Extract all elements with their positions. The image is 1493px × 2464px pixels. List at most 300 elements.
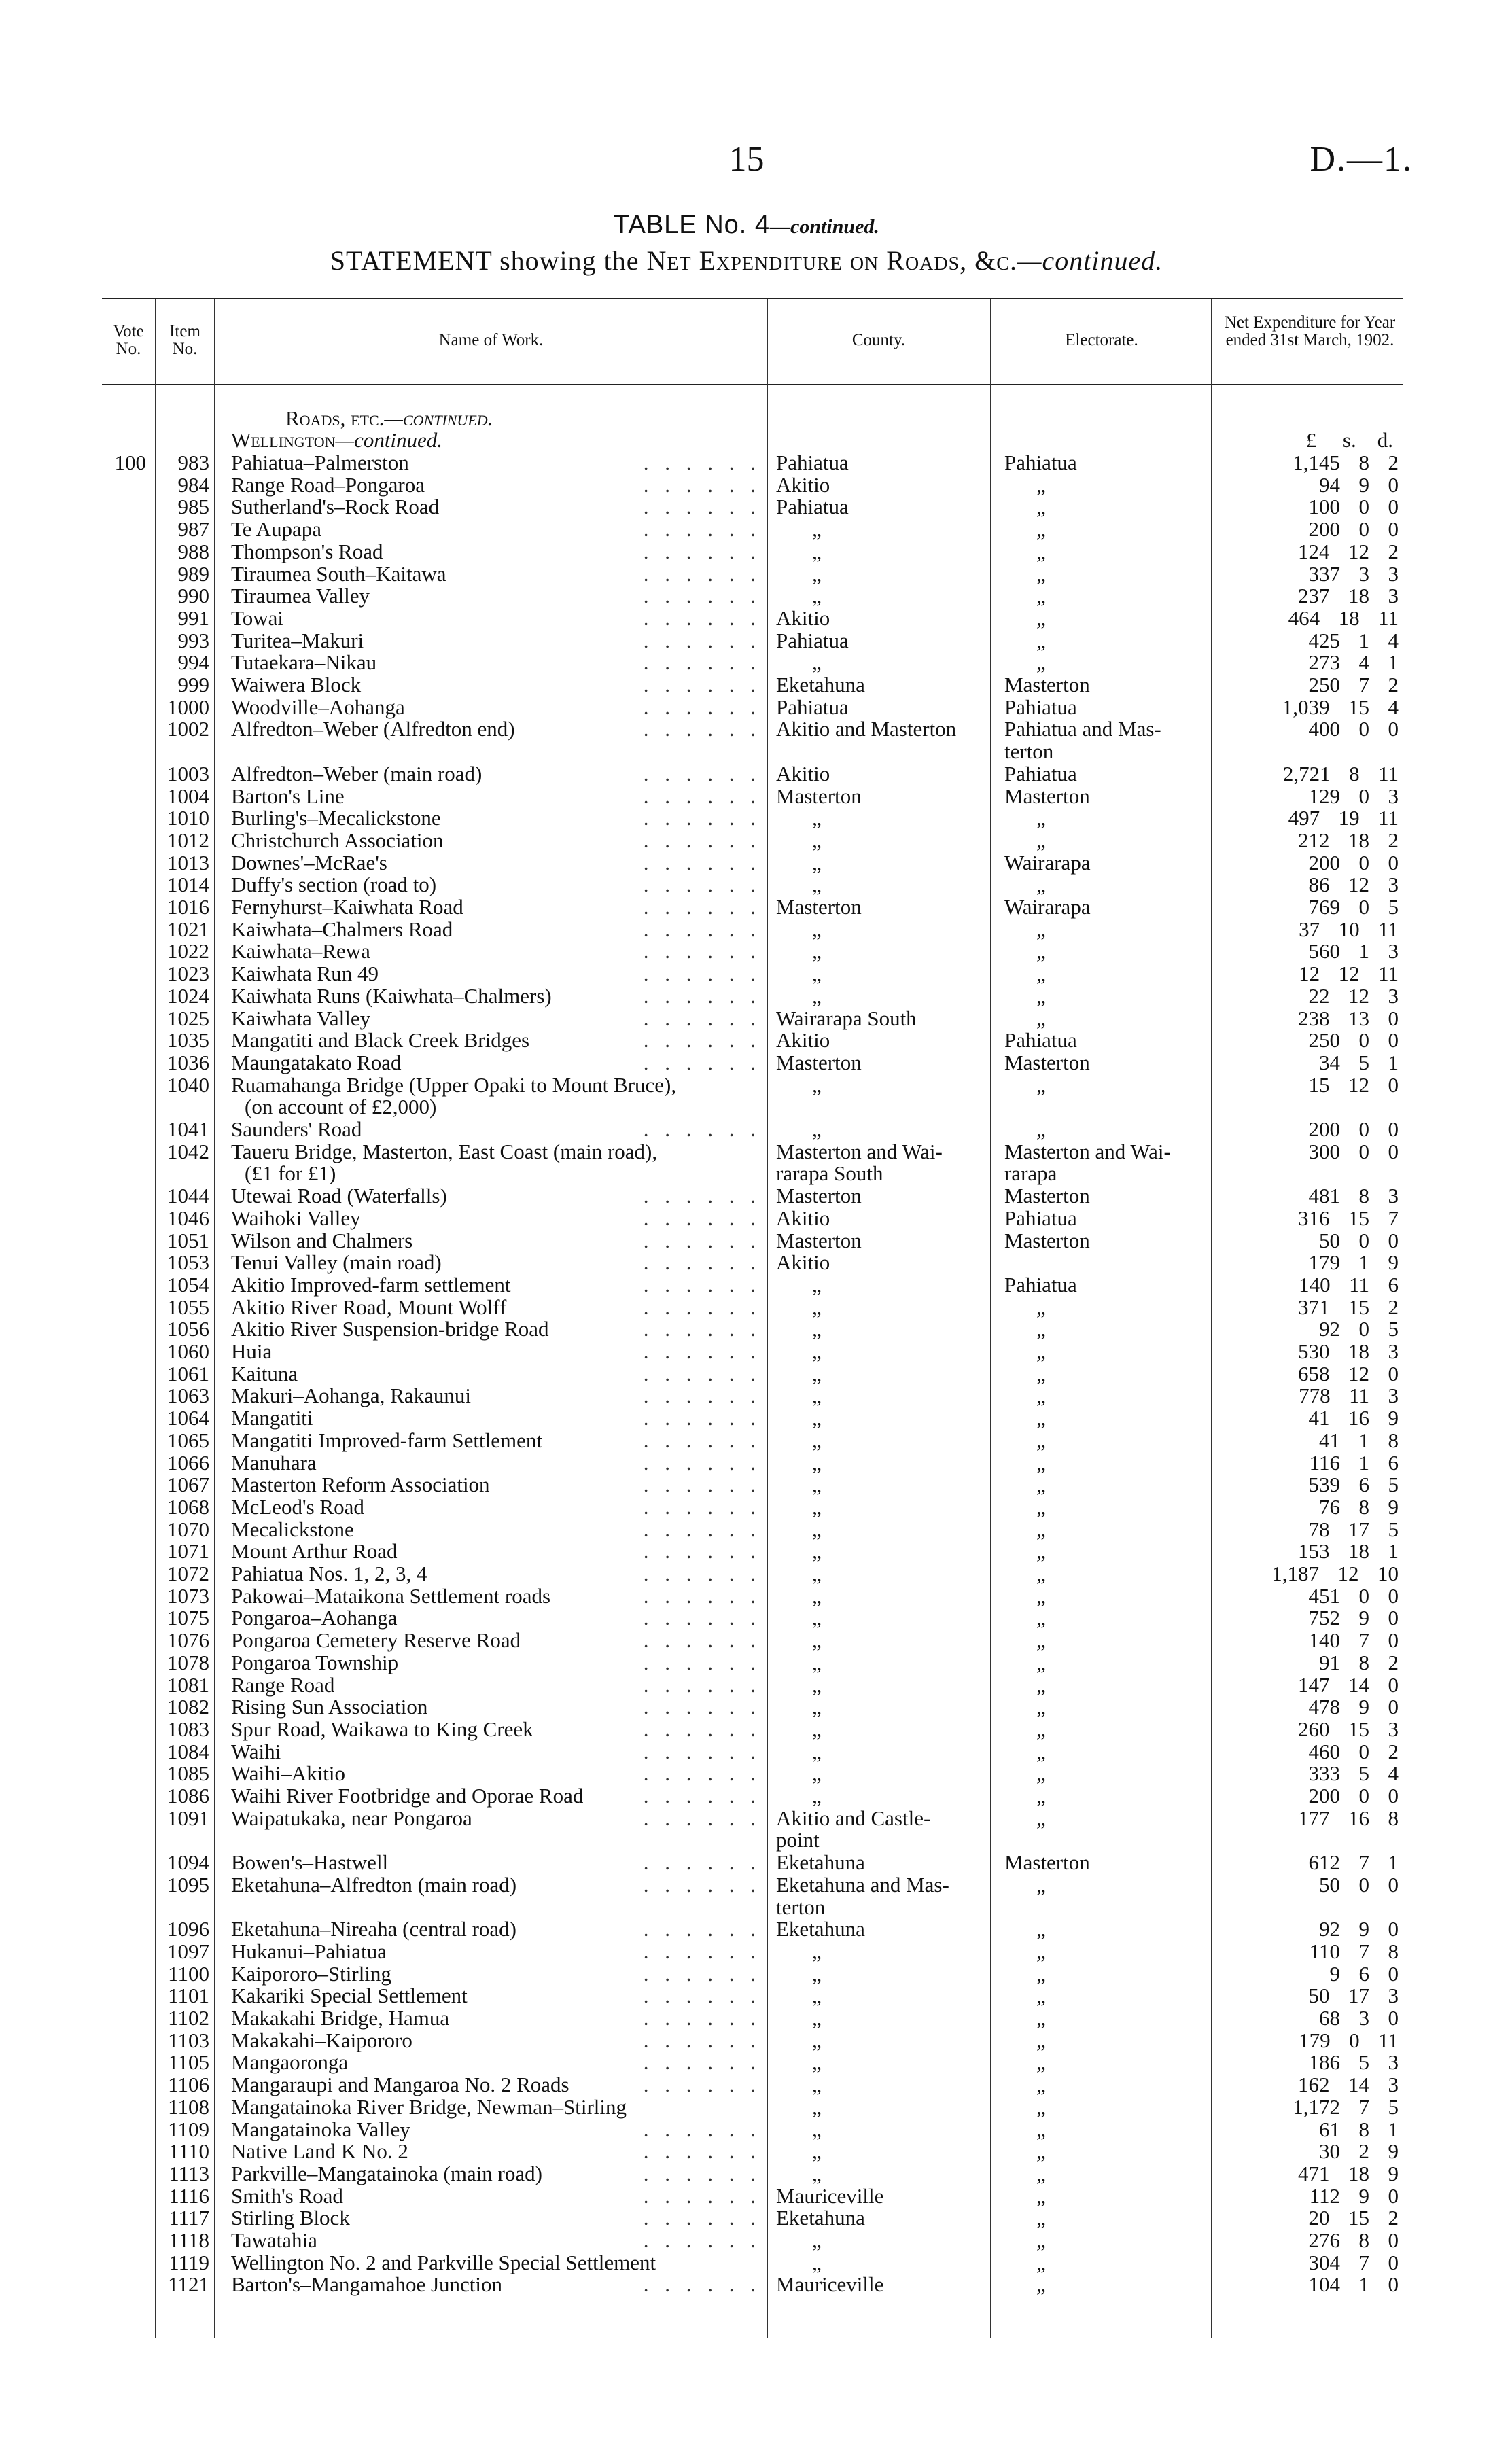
net-expenditure: 464 18 11 xyxy=(1288,605,1399,630)
work-name: Alfredton–Weber (main road) xyxy=(231,761,482,786)
net-expenditure: 179 0 11 xyxy=(1299,2028,1399,2052)
work-name: Tiraumea South–Kaitawa xyxy=(231,561,446,586)
work-name: Mount Arthur Road xyxy=(231,1539,398,1564)
net-expenditure: 30 2 9 xyxy=(1319,2139,1399,2164)
net-expenditure: 61 8 1 xyxy=(1319,2117,1399,2141)
county-name: Eketahuna xyxy=(776,1850,865,1875)
net-expenditure: 451 0 0 xyxy=(1308,1583,1399,1608)
work-name: Makakahi Bridge, Hamua xyxy=(231,2006,450,2030)
net-expenditure: 86 12 3 xyxy=(1308,873,1399,897)
electorate-name: „ xyxy=(1036,1739,1046,1763)
electorate-name: „ xyxy=(1036,584,1046,608)
work-name: Mangatiti Improved-farm Settlement xyxy=(231,1428,542,1452)
work-name: Akitio Improved-farm settlement xyxy=(231,1272,511,1297)
item-number: 1025 xyxy=(167,1006,209,1030)
county-name: „ xyxy=(812,1583,822,1608)
net-expenditure: 100 0 0 xyxy=(1308,495,1399,519)
county-name: „ xyxy=(812,939,822,964)
item-number: 991 xyxy=(177,605,209,630)
electorate-name: „ xyxy=(1036,1117,1046,1141)
work-name: Waihi River Footbridge and Oporae Road xyxy=(231,1784,584,1808)
net-expenditure: 186 5 3 xyxy=(1308,2050,1399,2075)
item-number: 1102 xyxy=(168,2006,209,2030)
item-number: 1078 xyxy=(167,1650,209,1674)
leader-dots: . . . . . . xyxy=(643,807,761,830)
leader-dots: . . . . . . xyxy=(643,1585,761,1607)
net-expenditure: 116 1 6 xyxy=(1309,1450,1399,1475)
leader-dots: . . . . . . xyxy=(643,674,761,696)
net-expenditure: 1,172 7 5 xyxy=(1293,2094,1399,2119)
item-number: 1065 xyxy=(167,1428,209,1452)
item-number: 999 xyxy=(177,673,209,697)
electorate-name: Masterton and Wai- xyxy=(1004,1139,1171,1163)
leader-dots: . . . . . . xyxy=(643,1029,761,1052)
work-name: Kaiwhata–Chalmers Road xyxy=(231,917,453,941)
electorate-name: „ xyxy=(1036,828,1046,852)
net-expenditure: 752 9 0 xyxy=(1308,1606,1399,1630)
county-name: Pahiatua xyxy=(776,694,849,719)
county-name: „ xyxy=(812,1450,822,1475)
item-number: 1003 xyxy=(167,761,209,786)
leader-dots: . . . . . . xyxy=(643,1385,761,1407)
leader-dots: . . . . . . xyxy=(643,2052,761,2074)
net-expenditure: 200 0 0 xyxy=(1308,1784,1399,1808)
work-name: Maungatakato Road xyxy=(231,1050,402,1074)
electorate-name: „ xyxy=(1036,1339,1046,1363)
item-number: 1119 xyxy=(169,2250,209,2274)
net-expenditure: 2,721 8 11 xyxy=(1282,761,1399,786)
work-name: Manuhara xyxy=(231,1450,317,1475)
item-number: 1013 xyxy=(167,850,209,875)
statement-prefix: STATEMENT showing the xyxy=(330,245,639,276)
electorate-name: Pahiatua xyxy=(1004,1028,1077,1053)
leader-dots: . . . . . . xyxy=(643,540,761,563)
leader-dots: . . . . . . xyxy=(643,585,761,608)
item-number: 983 xyxy=(177,451,209,474)
item-number: 1066 xyxy=(167,1450,209,1475)
county-name: Mauriceville xyxy=(776,2272,884,2297)
net-expenditure: 497 19 11 xyxy=(1288,806,1399,830)
item-number: 1108 xyxy=(168,2094,209,2119)
county-name: „ xyxy=(812,2161,822,2185)
leader-dots: . . . . . . xyxy=(643,1318,761,1341)
net-expenditure: 1,187 12 10 xyxy=(1271,1562,1399,1585)
item-number: 1067 xyxy=(167,1473,209,1497)
electorate-name: Wairarapa xyxy=(1004,895,1091,919)
net-expenditure: 92 9 0 xyxy=(1319,1917,1399,1941)
electorate-name: „ xyxy=(1036,1384,1046,1408)
work-name: Native Land K No. 2 xyxy=(231,2139,408,2164)
work-name: Pongaroa–Aohanga xyxy=(231,1606,398,1630)
item-number: 1042 xyxy=(167,1139,209,1163)
net-expenditure: 94 9 0 xyxy=(1319,472,1399,497)
item-number: 1016 xyxy=(167,895,209,919)
leader-dots: . . . . . . xyxy=(643,2207,761,2230)
work-name: Akitio River Suspension-bridge Road xyxy=(231,1317,549,1341)
net-expenditure: 78 17 5 xyxy=(1308,1517,1399,1541)
county-name: Mauriceville xyxy=(776,2183,884,2208)
net-expenditure: 260 15 3 xyxy=(1298,1717,1399,1741)
item-number: 1106 xyxy=(168,2073,209,2097)
electorate-name: „ xyxy=(1036,1672,1046,1697)
county-name: Akitio xyxy=(776,1028,830,1053)
work-name: Saunders' Road xyxy=(231,1117,362,1141)
county-name: „ xyxy=(812,1428,822,1452)
county-name: Akitio and Castle- xyxy=(776,1806,931,1830)
work-name: Burling's–Mecalickstone xyxy=(231,806,441,830)
work-name: Fernyhurst–Kaiwhata Road xyxy=(231,895,463,919)
net-expenditure: 147 14 0 xyxy=(1298,1672,1399,1697)
leader-dots: . . . . . . xyxy=(643,963,761,985)
work-name: Utewai Road (Waterfalls) xyxy=(231,1184,447,1208)
electorate-name: „ xyxy=(1036,2161,1046,2185)
leader-dots: . . . . . . xyxy=(643,1785,761,1807)
work-name: Kaiwhata Run 49 xyxy=(231,962,379,986)
electorate-name: „ xyxy=(1036,1562,1046,1585)
county-name: Eketahuna xyxy=(776,673,865,697)
statement-caps: Net Expenditure on Roads, &c. xyxy=(646,245,1017,276)
county-name: „ xyxy=(812,1761,822,1786)
electorate-name: „ xyxy=(1036,472,1046,497)
electorate-name: „ xyxy=(1036,1984,1046,2008)
net-expenditure: 238 13 0 xyxy=(1298,1006,1399,1030)
header-name: Name of Work. xyxy=(438,331,544,349)
leader-dots: . . . . . . xyxy=(643,874,761,896)
electorate-name: „ xyxy=(1036,1517,1046,1541)
item-number: 1075 xyxy=(167,1606,209,1630)
electorate-name: „ xyxy=(1036,939,1046,964)
work-name: Waihi–Akitio xyxy=(231,1761,345,1786)
work-name: Makuri–Aohanga, Rakaunui xyxy=(231,1384,471,1408)
net-expenditure: 212 18 2 xyxy=(1298,828,1399,852)
work-name: Mangatainoka Valley xyxy=(231,2117,410,2141)
work-name: Duffy's section (road to) xyxy=(231,873,437,897)
electorate-name: „ xyxy=(1036,495,1046,519)
leader-dots: . . . . . . xyxy=(643,918,761,940)
document-code: D.—1. xyxy=(1310,140,1413,179)
leader-dots: . . . . . . xyxy=(643,1763,761,1785)
net-expenditure: 110 7 8 xyxy=(1309,1939,1399,1963)
electorate-name: Masterton xyxy=(1004,1050,1090,1074)
net-expenditure: 140 11 6 xyxy=(1299,1272,1399,1297)
electorate-name: Wairarapa xyxy=(1004,850,1091,875)
county-name: „ xyxy=(812,1717,822,1741)
leader-dots: . . . . . . xyxy=(643,1674,761,1696)
leader-dots: . . . . . . xyxy=(643,496,761,518)
leader-dots: . . . . . . xyxy=(643,1873,761,1896)
work-name: Christchurch Association xyxy=(231,828,444,852)
work-name: Mangaraupi and Mangaroa No. 2 Roads xyxy=(231,2073,569,2097)
net-expenditure: 68 3 0 xyxy=(1319,2006,1399,2030)
item-number: 1121 xyxy=(168,2272,209,2297)
electorate-name: „ xyxy=(1036,917,1046,941)
item-number: 1010 xyxy=(167,806,209,830)
county-name: „ xyxy=(812,1784,822,1808)
county-name: „ xyxy=(812,1384,822,1408)
leader-dots: . . . . . . xyxy=(643,1362,761,1385)
item-number: 1084 xyxy=(167,1739,209,1763)
electorate-name: „ xyxy=(1036,1806,1046,1830)
net-expenditure: 9 6 0 xyxy=(1329,1961,1399,1986)
net-expenditure: 481 8 3 xyxy=(1308,1184,1399,1208)
item-number: 1113 xyxy=(169,2161,209,2185)
work-name: Mangatainoka River Bridge, Newman–Stirling xyxy=(231,2094,627,2119)
vote-number: 100 xyxy=(114,451,146,474)
county-name: Eketahuna and Mas- xyxy=(776,1872,949,1897)
electorate-name: „ xyxy=(1036,1961,1046,1986)
county-name: „ xyxy=(812,1295,822,1319)
net-expenditure: 22 12 3 xyxy=(1308,983,1399,1008)
county-name: „ xyxy=(812,828,822,852)
county-name: „ xyxy=(812,1961,822,1986)
county-name: „ xyxy=(812,2094,822,2119)
work-name: Pahiatua–Palmerston xyxy=(231,451,409,474)
leader-dots: . . . . . . xyxy=(643,1207,761,1229)
leader-dots: . . . . . . xyxy=(643,2007,761,2029)
leader-dots: . . . . . . xyxy=(643,1474,761,1496)
work-name: McLeod's Road xyxy=(231,1494,364,1519)
electorate-name: Masterton xyxy=(1004,1228,1090,1252)
leader-dots: . . . . . . xyxy=(643,1541,761,1563)
net-expenditure: 471 18 9 xyxy=(1298,2161,1399,2185)
leader-dots: . . . . . . xyxy=(643,1630,761,1652)
work-name: Eketahuna–Alfredton (main road) xyxy=(231,1872,517,1897)
section-sub-cont: —continued. xyxy=(335,428,443,452)
item-number: 988 xyxy=(177,539,209,563)
electorate-name: „ xyxy=(1036,628,1046,652)
electorate-name: „ xyxy=(1036,1006,1046,1030)
work-name: Bowen's–Hastwell xyxy=(231,1850,389,1875)
work-name: Ruamahanga Bridge (Upper Opaki to Mount Bruce), xyxy=(231,1072,677,1097)
item-number: 1064 xyxy=(167,1406,209,1430)
net-expenditure: 478 9 0 xyxy=(1308,1695,1399,1719)
table-title-main: TABLE No. 4 xyxy=(614,211,771,239)
leader-dots: . . . . . . xyxy=(643,474,761,496)
item-number: 994 xyxy=(177,650,209,675)
county-name: Pahiatua xyxy=(776,451,849,474)
net-expenditure: 37 10 11 xyxy=(1299,917,1399,941)
electorate-name: Pahiatua xyxy=(1004,761,1077,786)
work-name: Tutaekara–Nikau xyxy=(231,650,377,675)
leader-dots: . . . . . . xyxy=(643,1940,761,1963)
county-name: „ xyxy=(812,1984,822,2008)
net-expenditure: 539 6 5 xyxy=(1308,1473,1399,1497)
net-expenditure: 12 12 11 xyxy=(1299,962,1399,986)
electorate-name: Pahiatua xyxy=(1004,694,1077,719)
item-number: 989 xyxy=(177,561,209,586)
work-name: Kaipororo–Stirling xyxy=(231,1961,391,1986)
item-number: 1086 xyxy=(167,1784,209,1808)
leader-dots: . . . . . . xyxy=(643,1696,761,1719)
item-number: 1101 xyxy=(168,1984,209,2008)
net-expenditure: 316 15 7 xyxy=(1298,1205,1399,1230)
net-expenditure: 371 15 2 xyxy=(1298,1295,1399,1319)
leader-dots: . . . . . . xyxy=(643,2274,761,2296)
net-expenditure: 162 14 3 xyxy=(1298,2073,1399,2097)
net-expenditure: 769 0 5 xyxy=(1308,895,1399,919)
leader-dots: . . . . . . xyxy=(643,1518,761,1541)
net-expenditure: 41 1 8 xyxy=(1319,1428,1399,1452)
county-name: „ xyxy=(812,584,822,608)
leader-dots: . . . . . . xyxy=(643,1185,761,1208)
county-name: Akitio xyxy=(776,472,830,497)
work-name: Kaiwhata Runs (Kaiwhata–Chalmers) xyxy=(231,983,552,1008)
county-name: „ xyxy=(812,1361,822,1386)
net-expenditure: 530 18 3 xyxy=(1298,1339,1399,1363)
item-number: 1103 xyxy=(168,2028,209,2052)
net-expenditure: 337 3 3 xyxy=(1308,561,1399,586)
leader-dots: . . . . . . xyxy=(643,1985,761,2007)
item-number: 1076 xyxy=(167,1628,209,1653)
item-number: 1004 xyxy=(167,784,209,808)
item-number: 987 xyxy=(177,517,209,542)
county-name: „ xyxy=(812,1072,822,1097)
electorate-name-cont: rarapa xyxy=(1004,1161,1057,1186)
electorate-name: „ xyxy=(1036,1628,1046,1653)
county-name: Masterton xyxy=(776,1050,862,1074)
work-name: Turitea–Makuri xyxy=(231,628,364,652)
county-name: Masterton and Wai- xyxy=(776,1139,943,1163)
electorate-name: „ xyxy=(1036,2028,1046,2052)
item-number: 1085 xyxy=(167,1761,209,1786)
work-name: Sutherland's–Rock Road xyxy=(231,495,440,519)
work-name: Range Road xyxy=(231,1672,335,1697)
net-expenditure: 778 11 3 xyxy=(1299,1384,1399,1408)
net-expenditure: 200 0 0 xyxy=(1308,850,1399,875)
county-name: „ xyxy=(812,2139,822,2164)
work-name: Kaituna xyxy=(231,1361,298,1386)
item-number: 1024 xyxy=(167,983,209,1008)
net-expenditure: 41 16 9 xyxy=(1308,1406,1399,1430)
leader-dots: . . . . . . xyxy=(643,1341,761,1362)
electorate-name: „ xyxy=(1036,2139,1046,2164)
county-name: Akitio xyxy=(776,1250,830,1275)
county-name: „ xyxy=(812,850,822,875)
item-number: 993 xyxy=(177,628,209,652)
item-number: 1036 xyxy=(167,1050,209,1074)
work-name: Smith's Road xyxy=(231,2183,343,2208)
header-vote: Vote No. xyxy=(113,322,144,358)
item-number: 1055 xyxy=(167,1295,209,1319)
electorate-name: Pahiatua xyxy=(1004,1272,1077,1297)
county-name: Masterton xyxy=(776,1184,862,1208)
work-name: Eketahuna–Nireaha (central road) xyxy=(231,1917,516,1941)
leader-dots: . . . . . . xyxy=(643,1918,761,1941)
item-number: 1095 xyxy=(167,1872,209,1897)
electorate-name: „ xyxy=(1036,1583,1046,1608)
work-name: Waiwera Block xyxy=(231,673,362,697)
work-name: Tiraumea Valley xyxy=(231,584,370,608)
item-number: 1071 xyxy=(167,1539,209,1564)
net-expenditure: 91 8 2 xyxy=(1319,1650,1399,1674)
county-name: „ xyxy=(812,983,822,1008)
net-expenditure: 200 0 0 xyxy=(1308,517,1399,542)
leader-dots: . . . . . . xyxy=(643,2118,761,2141)
county-name: „ xyxy=(812,2050,822,2075)
work-name: Woodville–Aohanga xyxy=(231,694,405,719)
item-number: 1063 xyxy=(167,1384,209,1408)
leader-dots: . . . . . . xyxy=(643,1229,761,1252)
work-name: Barton's Line xyxy=(231,784,345,808)
net-expenditure: 460 0 2 xyxy=(1308,1739,1399,1763)
item-number: 1002 xyxy=(167,717,209,741)
leader-dots: . . . . . . xyxy=(643,829,761,851)
county-name: „ xyxy=(812,1317,822,1341)
net-expenditure: 15 12 0 xyxy=(1308,1072,1399,1097)
electorate-name: „ xyxy=(1036,1784,1046,1808)
electorate-name: „ xyxy=(1036,1473,1046,1497)
county-name: „ xyxy=(812,2117,822,2141)
item-number: 1035 xyxy=(167,1028,209,1053)
electorate-name: „ xyxy=(1036,1539,1046,1564)
county-name: Masterton xyxy=(776,895,862,919)
work-name: Masterton Reform Association xyxy=(231,1473,490,1497)
electorate-name: Masterton xyxy=(1004,784,1090,808)
leader-dots: . . . . . . xyxy=(643,1273,761,1296)
electorate-name: „ xyxy=(1036,1317,1046,1341)
item-number: 1041 xyxy=(167,1117,209,1141)
item-number: 1100 xyxy=(168,1961,209,1986)
item-number: 1046 xyxy=(167,1205,209,1230)
net-expenditure: 140 7 0 xyxy=(1308,1628,1399,1653)
section-sub-text: Wellington xyxy=(231,428,336,452)
section-title-cont: —continued. xyxy=(384,406,493,430)
item-number: 1118 xyxy=(169,2228,209,2252)
leader-dots: . . . . . . xyxy=(643,452,761,474)
work-name: Pakowai–Mataikona Settlement roads xyxy=(231,1583,551,1608)
electorate-name: Pahiatua and Mas- xyxy=(1004,717,1161,741)
electorate-name: Masterton xyxy=(1004,673,1090,697)
county-name: „ xyxy=(812,1739,822,1763)
net-expenditure: 104 1 0 xyxy=(1308,2272,1399,2297)
county-name: Pahiatua xyxy=(776,628,849,652)
work-name: Pahiatua Nos. 1, 2, 3, 4 xyxy=(231,1562,427,1585)
county-name: Masterton xyxy=(776,1228,862,1252)
leader-dots: . . . . . . xyxy=(643,2029,761,2052)
county-name: Akitio xyxy=(776,605,830,630)
electorate-name: „ xyxy=(1036,2073,1046,2097)
work-name: Kaiwhata–Rewa xyxy=(231,939,370,964)
leader-dots: . . . . . . xyxy=(643,1496,761,1518)
work-name: Parkville–Mangatainoka (main road) xyxy=(231,2161,542,2185)
county-name: „ xyxy=(812,1339,822,1363)
electorate-name: „ xyxy=(1036,517,1046,542)
work-name: Stirling Block xyxy=(231,2206,350,2230)
net-expenditure: 153 18 1 xyxy=(1298,1539,1399,1564)
item-number: 1116 xyxy=(169,2183,209,2208)
leader-dots: . . . . . . xyxy=(643,1740,761,1763)
electorate-name-cont: terton xyxy=(1004,739,1054,764)
electorate-name: Pahiatua xyxy=(1004,1205,1077,1230)
leader-dots: . . . . . . xyxy=(643,2074,761,2096)
electorate-name: „ xyxy=(1036,1606,1046,1630)
work-name: Te Aupapa xyxy=(231,517,321,542)
county-name: „ xyxy=(812,1272,822,1297)
item-number: 1094 xyxy=(167,1850,209,1875)
county-name: „ xyxy=(812,917,822,941)
county-name: „ xyxy=(812,1695,822,1719)
work-name: Kakariki Special Settlement xyxy=(231,1984,468,2008)
item-number: 1060 xyxy=(167,1339,209,1363)
county-name: „ xyxy=(812,962,822,986)
county-name-cont: terton xyxy=(776,1895,826,1919)
work-name: Pongaroa Township xyxy=(231,1650,399,1674)
leader-dots: . . . . . . xyxy=(643,1007,761,1029)
leader-dots: . . . . . . xyxy=(643,1852,761,1874)
electorate-name: „ xyxy=(1036,2117,1046,2141)
net-expenditure: 250 0 0 xyxy=(1308,1028,1399,1053)
leader-dots: . . . . . . xyxy=(643,1563,761,1585)
